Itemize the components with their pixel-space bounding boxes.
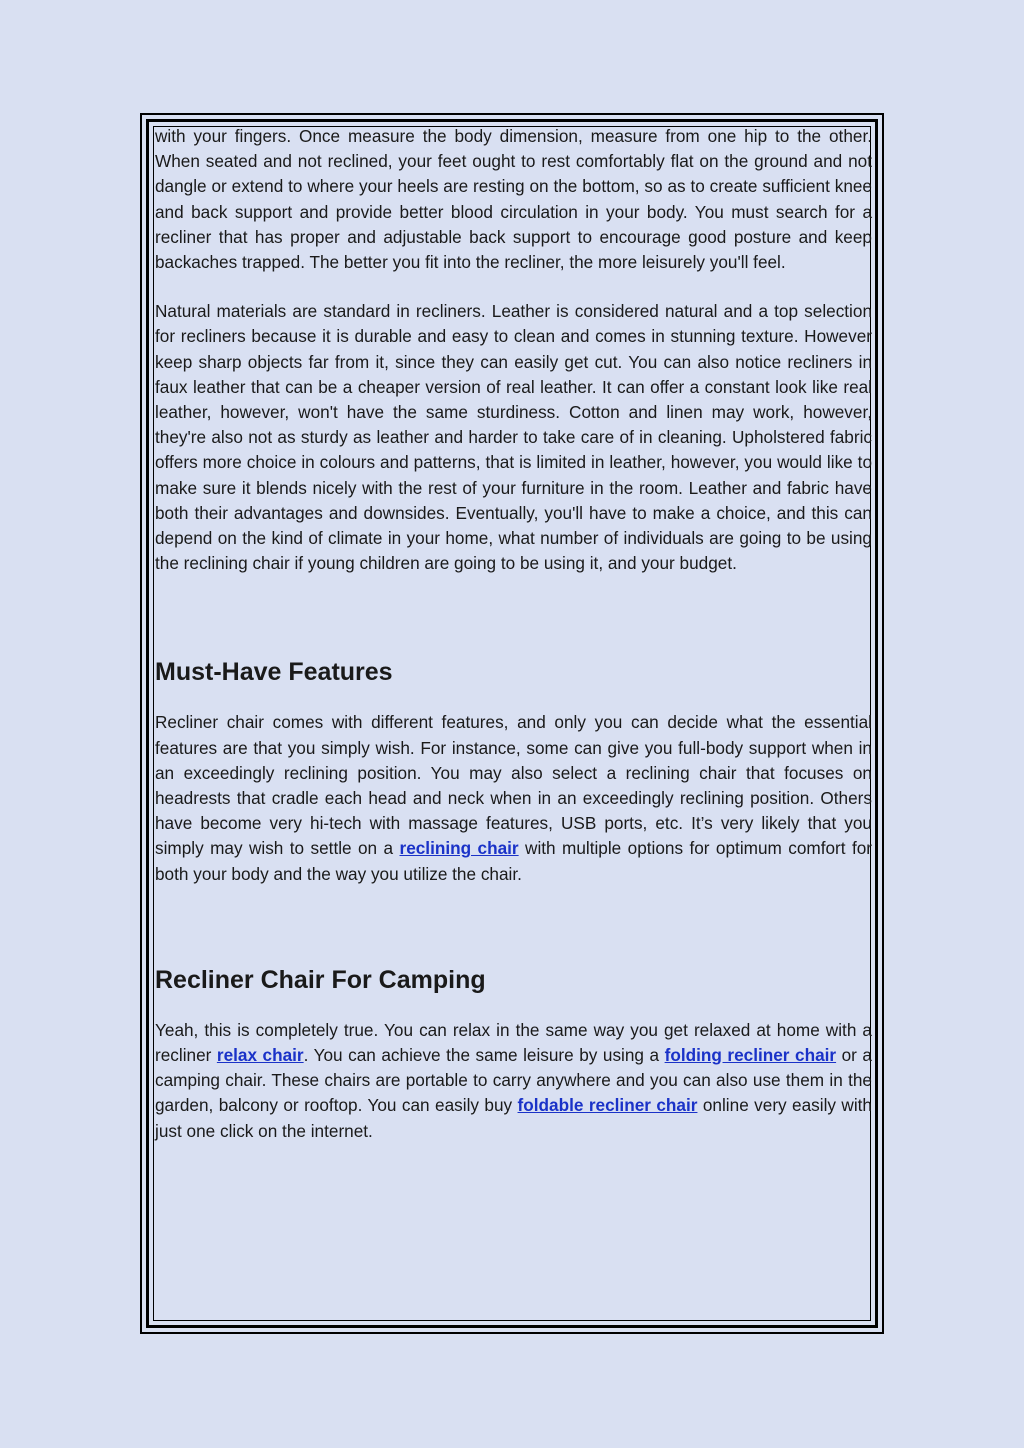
document-content: [155, 124, 872, 1144]
relax-chair-link[interactable]: relax chair: [216, 1045, 304, 1066]
paragraph-features: [155, 710, 872, 886]
heading-recliner-chair-for-camping: Recliner Chair For Camping: [155, 965, 486, 994]
camping-text-4: online very easily with just one click on the internet.: [155, 1095, 872, 1141]
heading-must-have-features: Must-Have Features: [155, 658, 393, 687]
features-text-after-link: with multiple options for optimum comfort for both your body and the way you utilize the chair.: [155, 838, 873, 884]
features-text-before-link: Recliner chair comes with different features, and only you can decide what the essential features are that you simply wish. For instance, some can give you full-body support when in an exceedingly reclining position. You may also select a reclining chair that focuses on headrests that cradle each head and neck when in an exceedingly reclining position. Others have become very hi-tech with massage features, USB ports, etc. It’s very likely that you simply may wish to settle on a: [155, 712, 872, 859]
paragraph-body-fit: with your fingers. Once measure the body dimension, measure from one hip to the other. When seated and not reclined, your feet ought to rest comfortably flat on the ground and not dangle or extend to where your heels are resting on the bottom, so as to create sufficient knee and back support and provide better blood circulation in your body. You must search for a recliner that has proper and adjustable back support to encourage good posture and keep backaches trapped. The better you fit into the recliner, the more leisurely you'll feel.: [155, 126, 872, 273]
foldable-recliner-chair-link[interactable]: foldable recliner chair: [517, 1095, 698, 1116]
paragraph-camping: [155, 1018, 872, 1144]
camping-text-3: or a camping chair. These chairs are portable to carry anywhere and you can also use them in the garden, balcony or rooftop. You can easily buy: [155, 1045, 872, 1116]
camping-text-2: . You can achieve the same leisure by using a: [303, 1045, 665, 1066]
reclining-chair-link[interactable]: reclining chair: [399, 838, 519, 859]
paragraph-materials: Natural materials are standard in recliners. Leather is considered natural and a top selection for recliners because it is durable and easy to clean and comes in stunning texture. However keep sharp objects far from it, since they can easily get cut. You can also notice recliners in faux leather that can be a cheaper version of real leather. It can offer a constant look like real leather, however, won't have the same sturdiness. Cotton and linen may work, however, they're also not as sturdy as leather and harder to take care of in cleaning. Upholstered fabric offers more choice in colours and patterns, that is limited in leather, however, you would like to make sure it blends nicely with the rest of your furniture in the room. Leather and fabric have both their advantages and downsides. Eventually, you'll have to make a choice, and this can depend on the kind of climate in your home, what number of individuals are going to be using the reclining chair if young children are going to be using it, and your budget.: [155, 301, 872, 574]
folding-recliner-chair-link[interactable]: folding recliner chair: [664, 1045, 837, 1066]
camping-text-1: Yeah, this is completely true. You can relax in the same way you get relaxed at home with a recliner: [155, 1019, 872, 1066]
